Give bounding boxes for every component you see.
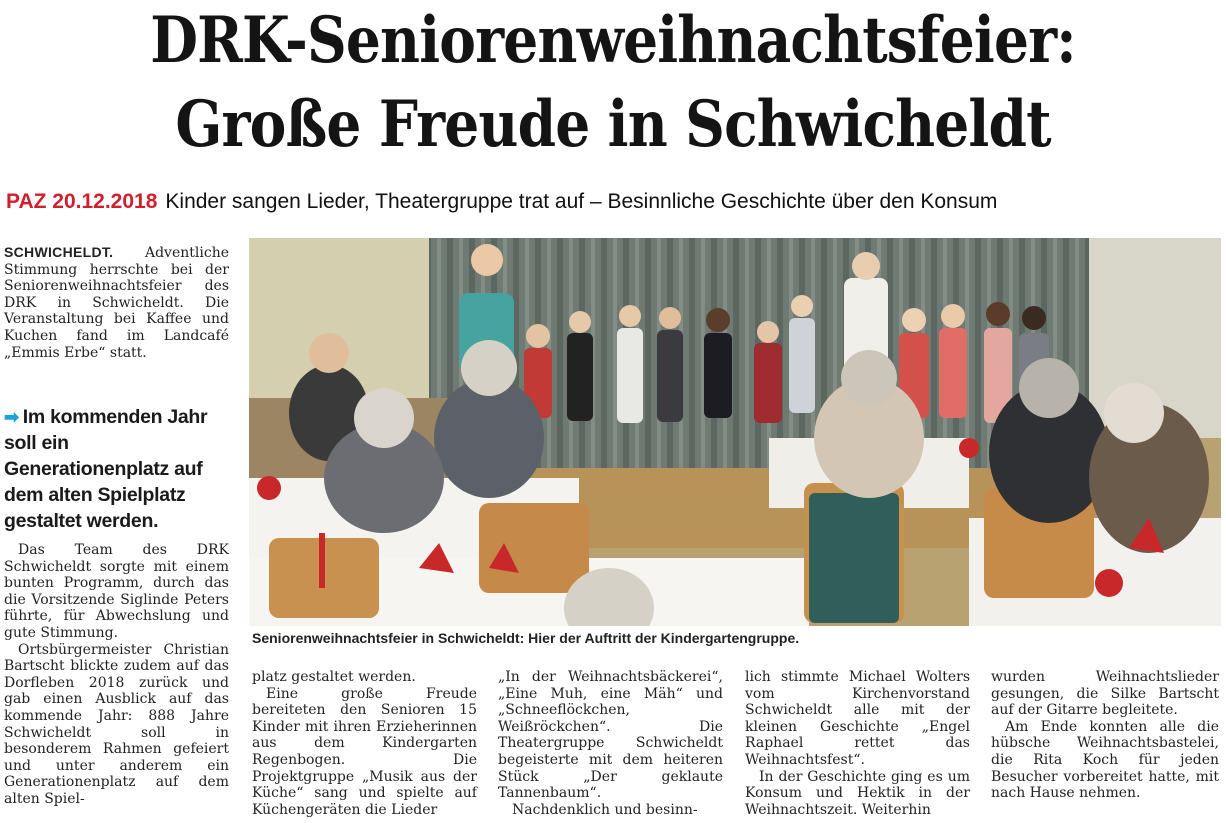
intro-column [4,244,229,361]
intro-paragraph [4,244,229,361]
photo-illustration [249,238,1221,626]
teaser-box [4,404,234,534]
paragraph: Ortsbürgermeister Christian Bartscht blickte zudem auf das Dorfleben 2018 zurück und gab einen Ausblick auf das kommende Jahr: 888 Jahre Schwicheldt soll in besonderem Rahmen gefeiert und unter anderem ein Generationenplatz auf dem alten Spiel- [4,641,229,807]
paragraph: „In der Weihnachtsbäckerei“, „Eine Muh, eine Mäh“ und „Schneeflöckchen, Weißröckchen“. Die Theatergruppe Schwicheldt begeisterte mit dem heiteren Stück „Der geklaute Tannenbaum“. [498,669,723,802]
subheadline-text: Kinder sangen Lieder, Theatergruppe trat auf – Besinnliche Geschichte über den Konsum [165,190,998,213]
photo-caption: Seniorenweihnachtsfeier in Schwicheldt: Hier der Auftritt der Kindergartengruppe. [252,630,800,646]
body-column-5 [991,669,1219,802]
subheadline [6,188,1221,216]
source-date: PAZ 20.12.2018 [6,190,158,213]
paragraph: In der Geschichte ging es um Konsum und Hektik in der Weihnachtszeit. Weiterhin [745,768,970,818]
paragraph: platz gestaltet werden. [252,669,416,685]
body-column-3 [498,669,723,818]
headline-line-1: DRK-Seniorenweihnachtsfeier: [150,3,1076,78]
body-column-2 [252,669,477,818]
arrow-right-icon: ➡ [4,407,19,427]
article-photo [249,238,1221,626]
body-column-1 [4,542,229,808]
paragraph: wurden Weihnachtslieder gesungen, die Silke Bartscht auf der Gitarre begleitete. [991,669,1219,719]
headline-line-2: Große Freude in Schwicheldt [175,87,1051,162]
intro-text: Adventliche Stimmung herrschte bei der Seniorenweihnachtsfeier des DRK in Schwicheldt. Die Veranstaltung bei Kaffee und Kuchen fand im Landcafé „Emmis Erbe“ statt. [4,245,229,361]
paragraph: Am Ende konnten alle die hübsche Weihnachtsbastelei, die Rita Koch für jeden Besucher vorbereitet hatte, mit nach Hause nehmen. [991,718,1219,802]
paragraph: Nachdenklich und besinn- [512,801,698,818]
paragraph: lich stimmte Michael Wolters vom Kirchenvorstand Schwicheldt alle mit der kleinen Geschichte „Engel Raphael rettet das Weihnachtsfest“. [745,669,970,768]
teaser-text: Im kommenden Jahr soll ein Generationenplatz auf dem alten Spielplatz gestaltet werden. [4,406,208,532]
paragraph: Das Team des DRK Schwicheldt sorgte mit einem bunten Programm, durch das die Vorsitzende Siglinde Peters führte, für Abwechslung und gute Stimmung. [4,542,229,641]
paragraph: Eine große Freude bereiteten den Senioren 15 Kinder mit ihren Erzieherinnen aus dem Kindergarten Regenbogen. Die Projektgruppe „Musik aus der Küche“ sang und spielte auf Küchengeräten die Lieder [252,685,477,818]
body-column-4 [745,669,970,818]
dateline: SCHWICHELDT. [4,244,114,260]
